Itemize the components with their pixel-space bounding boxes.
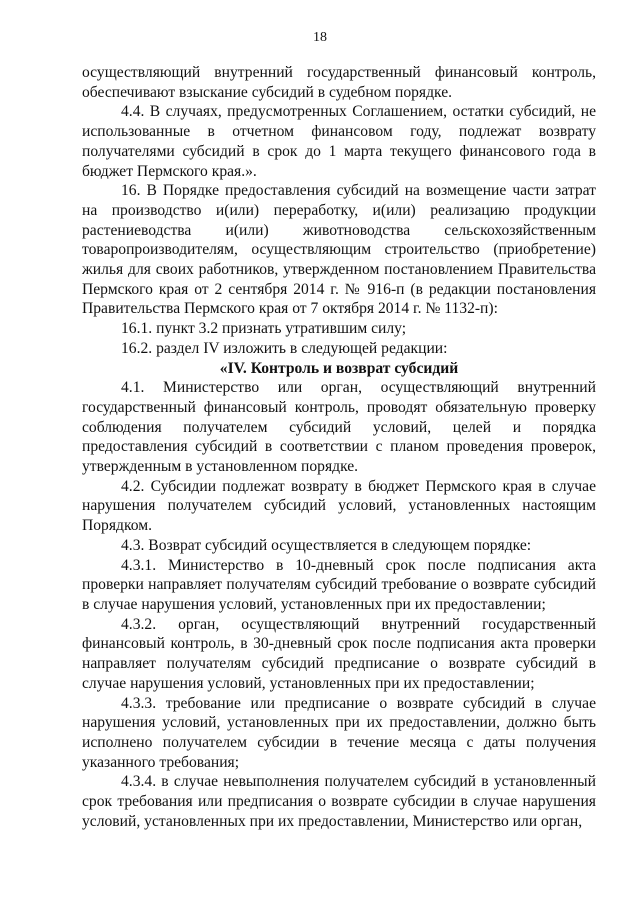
section-heading: «IV. Контроль и возврат субсидий	[219, 359, 459, 377]
paragraph-16: 16. В Порядке предоставления субсидий на возмещение части затрат на производство и(или) переработку, и(или) реализацию продукции растениеводства и(или) животноводства сельскохозяйственным товаропроизводителям, осуществляющим строительство (приобретение) жилья для своих работников, утвержденном постановлением Правительства Пермского края от 2 сентября 2014 г. № 916-п (в редакции постановления Правительства Пермского края от 7 октября 2014 г. № 1132-п):	[82, 182, 596, 318]
paragraph-4-2: 4.2. Субсидии подлежат возврату в бюджет Пермского края в случае нарушения получателем субсидий условий, установленных настоящим Порядком.	[82, 477, 596, 535]
paragraph-16-1: 16.1. пункт 3.2 признать утратившим силу;	[121, 320, 407, 338]
page-number: 18	[313, 30, 327, 45]
paragraph-4-3-3: 4.3.3. требование или предписание о возврате субсидий в случае нарушения условий, установленных при их предоставлении, должно быть исполнено получателем субсидии в течение месяца с даты получения указанного требования;	[82, 694, 596, 771]
paragraph-4-3-1: 4.3.1. Министерство в 10-дневный срок после подписания акта проверки направляет получателям субсидий требование о возврате субсидий в случае нарушения условий, установленных при их предоставлении;	[82, 556, 596, 613]
paragraph-4-3-4: 4.3.4. в случае невыполнения получателем субсидий в установленный срок требования или предписания о возврате субсидии в случае нарушения условий, установленных при их предоставлении, Министерство или орган,	[82, 773, 596, 830]
paragraph-4-1: 4.1. Министерство или орган, осуществляющий внутренний государственный финансовый контроль, проводят обязательную проверку соблюдения получателем субсидий условий, целей и порядка предоставления субсидий в соответствии с планом проведения проверок, утвержденным в установленном порядке.	[82, 379, 596, 476]
paragraph-4-3-2: 4.3.2. орган, осуществляющий внутренний государственный финансовый контроль, в 30-дневный срок после подписания акта проверки направляет получателям субсидий предписание о возврате субсидий в случае нарушения условий, установленных при их предоставлении;	[82, 615, 596, 692]
document-body	[82, 63, 596, 831]
paragraph-continuation: осуществляющий внутренний государственный финансовый контроль, обеспечивают взыскание субсидий в судебном порядке.	[82, 64, 596, 101]
paragraph-4-3: 4.3. Возврат субсидий осуществляется в следующем порядке:	[121, 536, 532, 554]
paragraph-16-2: 16.2. раздел IV изложить в следующей редакции:	[121, 339, 448, 357]
paragraph-4-4: 4.4. В случаях, предусмотренных Соглашением, остатки субсидий, не использованные в отчетном финансовом году, подлежат возврату получателями субсидий в срок до 1 марта текущего финансового года в бюджет Пермского края.».	[82, 103, 596, 180]
